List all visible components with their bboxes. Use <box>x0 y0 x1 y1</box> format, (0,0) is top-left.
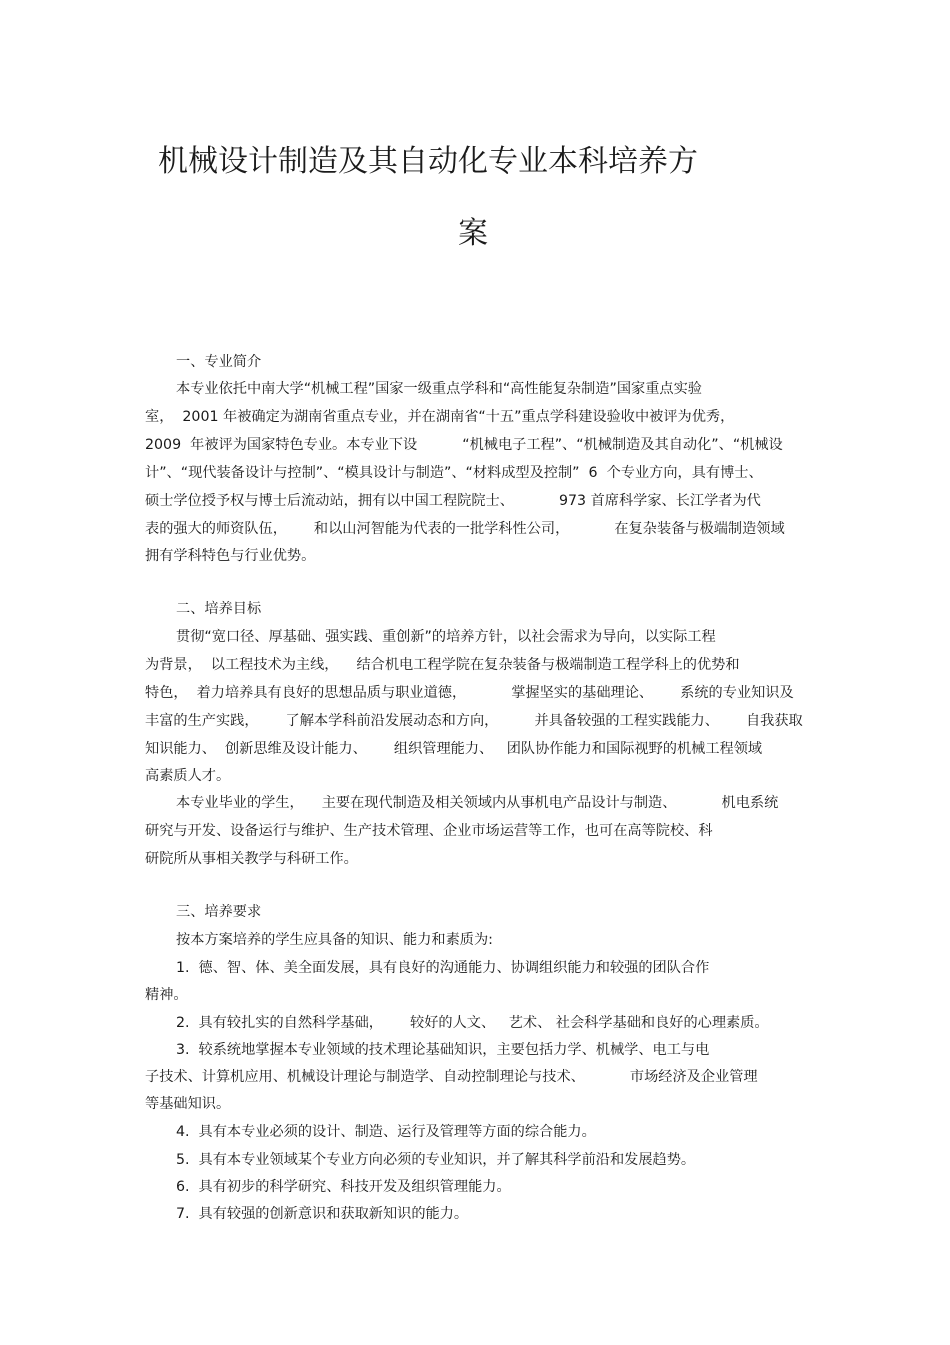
paragraph-line: 按本方案培养的学生应具备的知识、能力和素质为: <box>176 932 493 948</box>
list-item-continuation: 精神。 <box>145 987 188 1003</box>
list-item: 1. 德、智、体、美全面发展，具有良好的沟通能力、协调组织能力和较强的团队合作 <box>176 960 710 976</box>
list-item: 3. 较系统地掌握本专业领域的技术理论基础知识，主要包括力学、机械学、电工与电 <box>176 1042 710 1058</box>
paragraph-line: 2009 年被评为国家特色专业。本专业下设 “机械电子工程”、“机械制造及其自动化”、“机械设 <box>145 437 783 453</box>
paragraph-line: 研院所从事相关教学与科研工作。 <box>145 851 358 867</box>
paragraph-line: 拥有学科特色与行业优势。 <box>145 548 316 564</box>
list-item: 2. 具有较扎实的自然科学基础， 较好的人文、 艺术、 社会科学基础和良好的心理素质。 <box>176 1015 769 1031</box>
paragraph-line: 高素质人才。 <box>145 768 231 784</box>
list-item: 6. 具有初步的科学研究、科技开发及组织管理能力。 <box>176 1179 511 1195</box>
paragraph-line: 表的强大的师资队伍， 和以山河智能为代表的一批学科性公司， 在复杂装备与极端制造领域 <box>145 521 785 537</box>
list-item: 7. 具有较强的创新意识和获取新知识的能力。 <box>176 1206 469 1222</box>
paragraph-line: 计”、“现代装备设计与控制”、“模具设计与制造”、“材料成型及控制” 6 个专业方向，具有博士、 <box>145 465 763 481</box>
list-item-continuation: 等基础知识。 <box>145 1096 231 1112</box>
document-title-line-2: 案 <box>458 216 488 251</box>
section-heading-intro: 一、专业简介 <box>176 354 262 370</box>
list-item: 5. 具有本专业领域某个专业方向必须的专业知识，并了解其科学前沿和发展趋势。 <box>176 1152 696 1168</box>
paragraph-line: 为背景， 以工程技术为主线， 结合机电工程学院在复杂装备与极端制造工程学科上的优势和 <box>145 657 740 673</box>
document-title-line-1: 机械设计制造及其自动化专业本科培养方 <box>158 144 698 179</box>
section-heading-requirements: 三、培养要求 <box>176 904 262 920</box>
paragraph-line: 贯彻“宽口径、厚基础、强实践、重创新”的培养方针，以社会需求为导向，以实际工程 <box>176 629 716 645</box>
list-item-continuation: 子技术、计算机应用、机械设计理论与制造学、自动控制理论与技术、 市场经济及企业管理 <box>145 1069 758 1085</box>
paragraph-line: 室， 2001 年被确定为湖南省重点专业，并在湖南省“十五”重点学科建设验收中被评为优秀， <box>145 409 735 425</box>
paragraph-line: 研究与开发、设备运行与维护、生产技术管理、企业市场运营等工作，也可在高等院校、科 <box>145 823 713 839</box>
paragraph-line: 丰富的生产实践， 了解本学科前沿发展动态和方向， 并具备较强的工程实践能力、 自我获取 <box>145 713 803 729</box>
section-heading-goals: 二、培养目标 <box>176 601 262 617</box>
paragraph-line: 知识能力、 创新思维及设计能力、 组织管理能力、 团队协作能力和国际视野的机械工程领域 <box>145 741 763 757</box>
paragraph-line: 特色， 着力培养具有良好的思想品质与职业道德， 掌握坚实的基础理论、 系统的专业知识及 <box>145 685 794 701</box>
paragraph-line: 本专业毕业的学生， 主要在现代制造及相关领域内从事机电产品设计与制造、 机电系统 <box>176 795 779 811</box>
paragraph-line: 本专业依托中南大学“机械工程”国家一级重点学科和“高性能复杂制造”国家重点实验 <box>176 381 702 397</box>
paragraph-line: 硕士学位授予权与博士后流动站，拥有以中国工程院院士、 973 首席科学家、长江学者为代 <box>145 493 761 509</box>
list-item: 4. 具有本专业必须的设计、制造、运行及管理等方面的综合能力。 <box>176 1124 596 1140</box>
